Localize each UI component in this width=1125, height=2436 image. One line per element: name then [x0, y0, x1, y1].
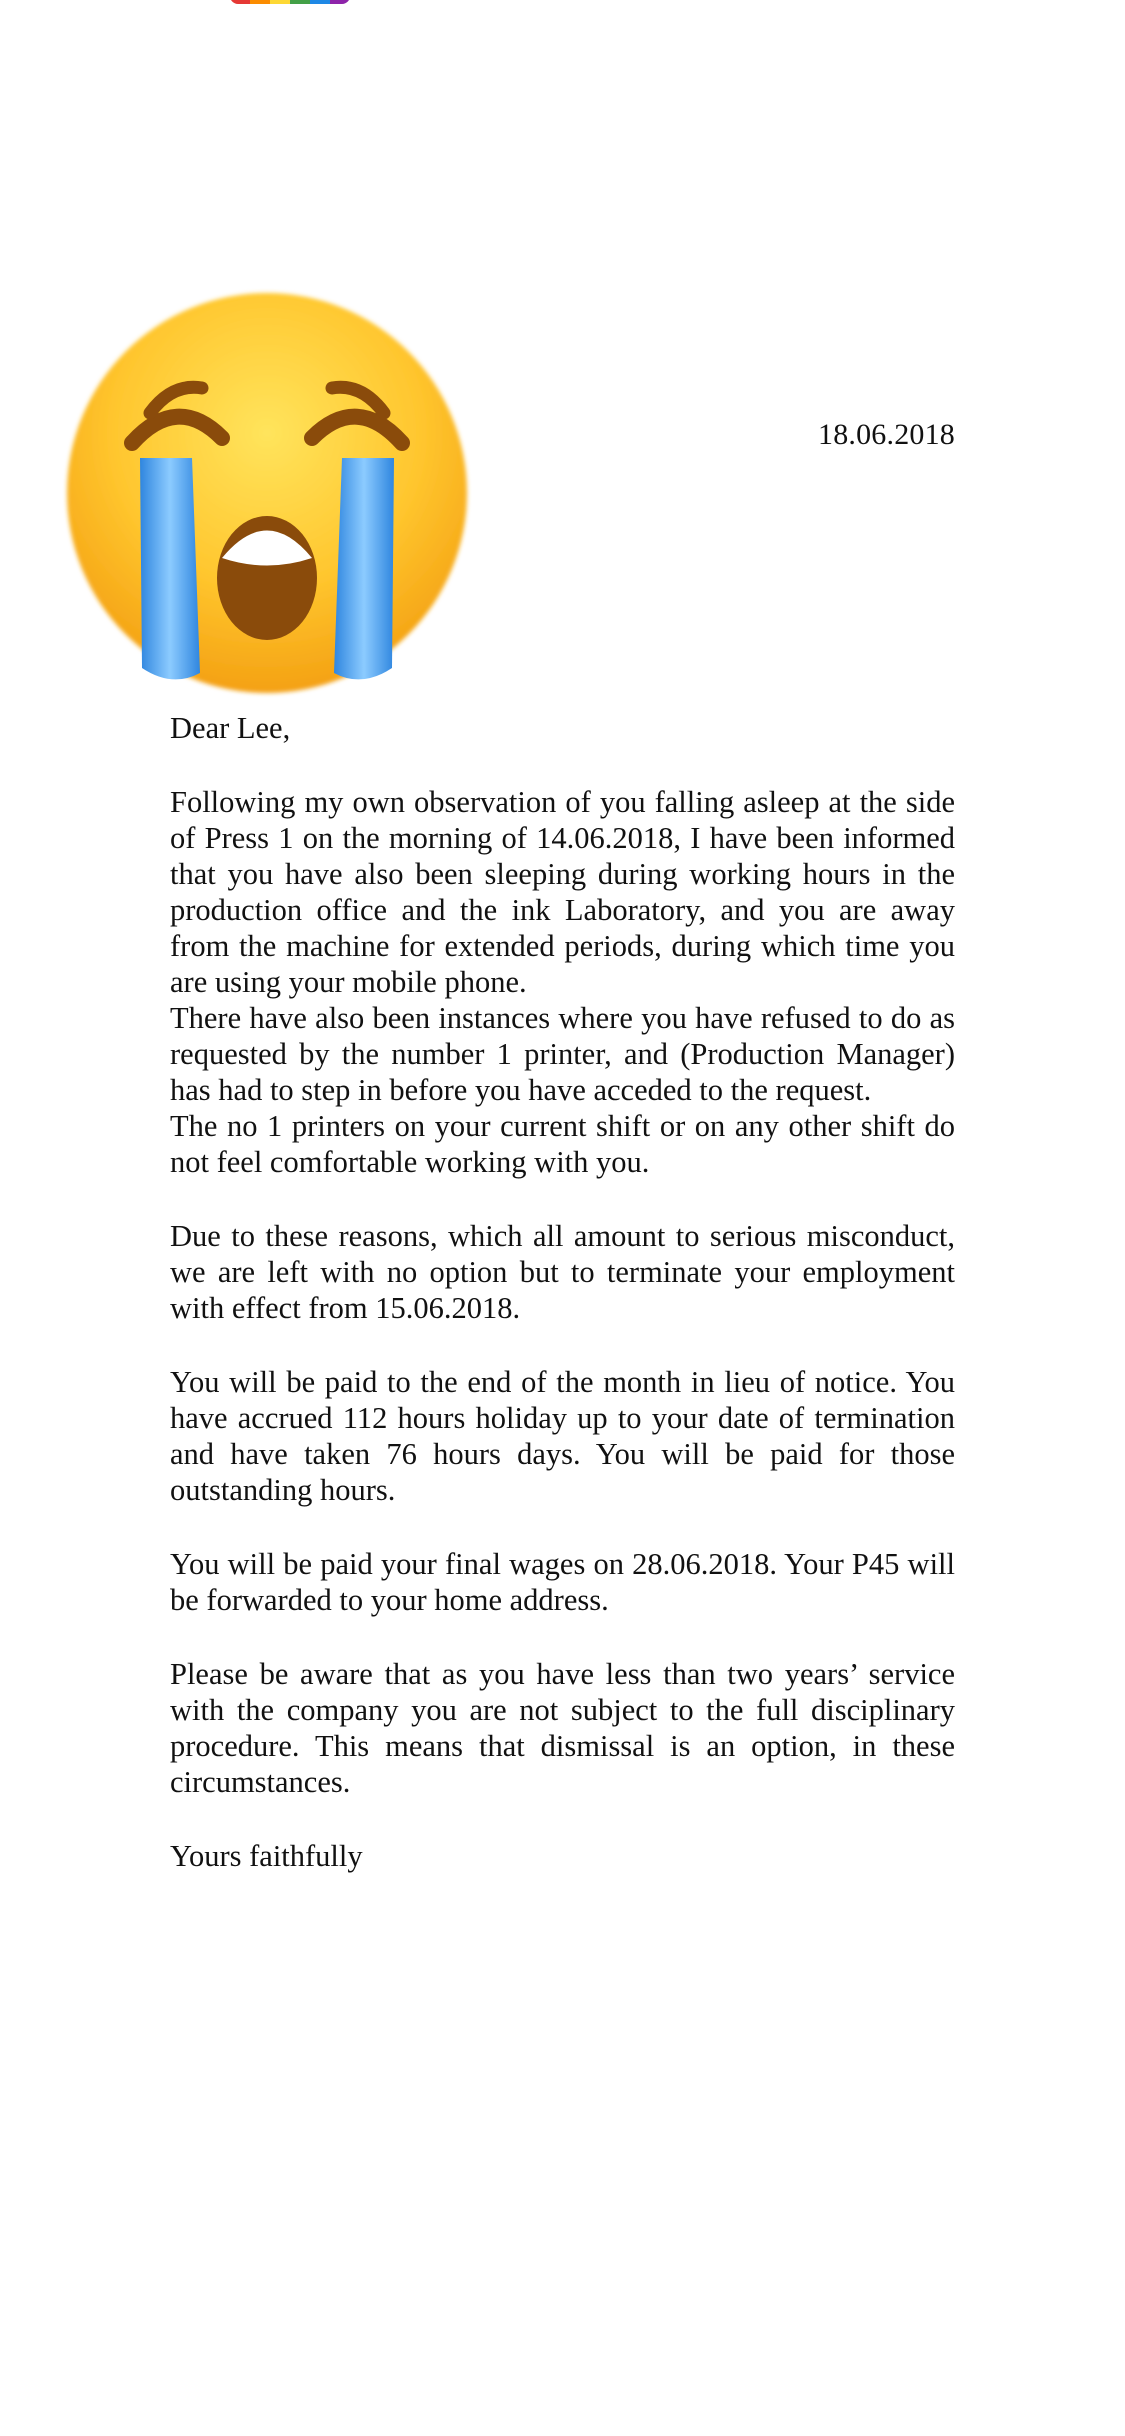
paragraph-refusal: There have also been instances where you have refused to do as requested by the number 1 printer, and (Production Manager) has had to step in before you have acceded to the request.	[170, 1001, 955, 1107]
rainbow-logo-fragment	[230, 0, 350, 4]
letter-date: 18.06.2018	[818, 418, 955, 451]
paragraph-printers: The no 1 printers on your current shift or on any other shift do not feel comfortable working with you.	[170, 1109, 955, 1179]
paragraph-holiday-pay: You will be paid to the end of the month in lieu of notice. You have accrued 112 hours holiday up to your date of termination and have taken 76 hours days. You will be paid for those outstanding hours.	[170, 1365, 955, 1507]
paragraph-observation: Following my own observation of you falling asleep at the side of Press 1 on the morning of 14.06.2018, I have been informed that you have also been sleeping during working hours in the production office and the ink Laboratory, and you are away from the machine for extended periods, during which time you are using your mobile phone.	[170, 785, 955, 999]
loudly-crying-face-icon	[62, 288, 472, 698]
paragraph-termination: Due to these reasons, which all amount to serious misconduct, we are left with no option but to terminate your employment with effect from 15.06.2018.	[170, 1219, 955, 1325]
closing: Yours faithfully	[170, 1839, 363, 1873]
paragraph-final-wages: You will be paid your final wages on 28.06.2018. Your P45 will be forwarded to your home address.	[170, 1547, 955, 1617]
paragraph-disciplinary: Please be aware that as you have less than two years’ service with the company you are not subject to the full disciplinary procedure. This means that dismissal is an option, in these circumstances.	[170, 1657, 955, 1799]
letter-body	[170, 710, 955, 1874]
salutation: Dear Lee,	[170, 711, 291, 745]
